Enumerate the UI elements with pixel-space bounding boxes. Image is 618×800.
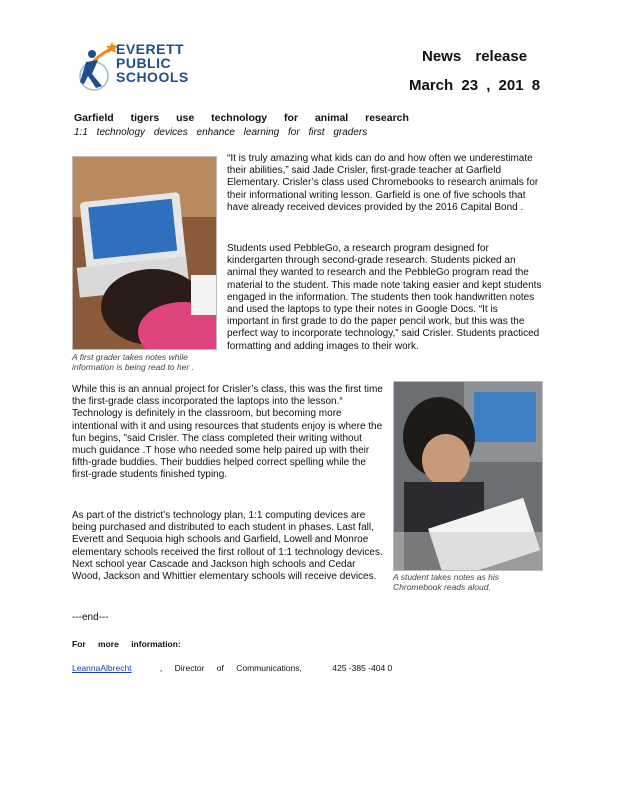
logo-swoosh-icon	[76, 40, 120, 96]
paragraph-2: Students used PebbleGo, a research program designed for kindergarten through second-grade research. Students picked an animal they wanted to research and the PebbleGo program read the material to the student. This made note taking easier and kept students engaged in the information. The students then took handwritten notes and used the laptops to type their notes in Google Docs. “It is important in first grade to do the paper pencil work, but this was the perfect way to incorporate technology,” said Crisler. Students practiced formatting and adding images to their work.	[227, 243, 542, 352]
photo-first-grader-illustration	[73, 157, 216, 349]
caption-photo-1: A first grader takes notes while information is being read to her .	[72, 352, 194, 372]
paragraph-3: While this is an annual project for Crisler’s class, this was the first time the first-grade class incorporated the laptops into the lesson.“ Technology is definitely in the classroom, but becoming more intentional with it and using resources that students enjoy is where the fun begins, ”said Crisler. The class completed their writing without much guidance .T hose who needed some help paired up with their fifth-grade buddies. Their buddies helped correct spelling while the first-grade students finished typing.	[72, 384, 383, 481]
district-logo	[76, 40, 216, 96]
paragraph-4: As part of the district’s technology plan, 1:1 computing devices are being purchased and distributed to each student in phases. Last fall, Everett and Sequoia high schools and Garfield, Lowell and Monroe elementary schools received the first rollout of 1:1 technology devices. Next school year Cascade and Jackson high schools and Cedar Wood, Jackson and Whittier elementary schools will receive devices.	[72, 510, 383, 583]
subheadline: 1:1 technology devices enhance learning for first graders	[74, 127, 368, 138]
more-info-label: For more information:	[72, 639, 181, 649]
photo-student-chromebook	[393, 381, 543, 571]
release-date: March 23 , 201 8	[409, 77, 541, 94]
end-marker: ---end---	[72, 612, 109, 623]
logo-line-3: SCHOOLS	[116, 69, 189, 85]
photo-first-grader	[72, 156, 217, 350]
logo-wordmark	[116, 42, 189, 84]
logo-line-2: PUBLIC	[116, 55, 172, 71]
photo-student-illustration	[394, 382, 542, 570]
contact-phone: 425 -385 -404 0	[332, 663, 393, 673]
contact-line	[72, 663, 392, 673]
logo-line-1: EVERETT	[116, 41, 185, 57]
news-release-label: News release	[422, 48, 528, 65]
paragraph-1: “It is truly amazing what kids can do and how often we underestimate their abilities,” said Jade Crisler, first-grade teacher at Garfield Elementary. Crisler’s class used Chromebooks to research animals for their informational writing lesson. Garfield is one of five schools that have already received devices provided by the 2016 Capital Bond .	[227, 153, 539, 213]
headline: Garfield tigers use technology for animal research	[74, 112, 409, 124]
contact-name-link[interactable]: LeannaAlbrecht	[72, 663, 132, 673]
caption-photo-2: A student takes notes as his Chromebook reads aloud.	[393, 572, 499, 592]
contact-title: , Director of Communications,	[159, 663, 302, 673]
